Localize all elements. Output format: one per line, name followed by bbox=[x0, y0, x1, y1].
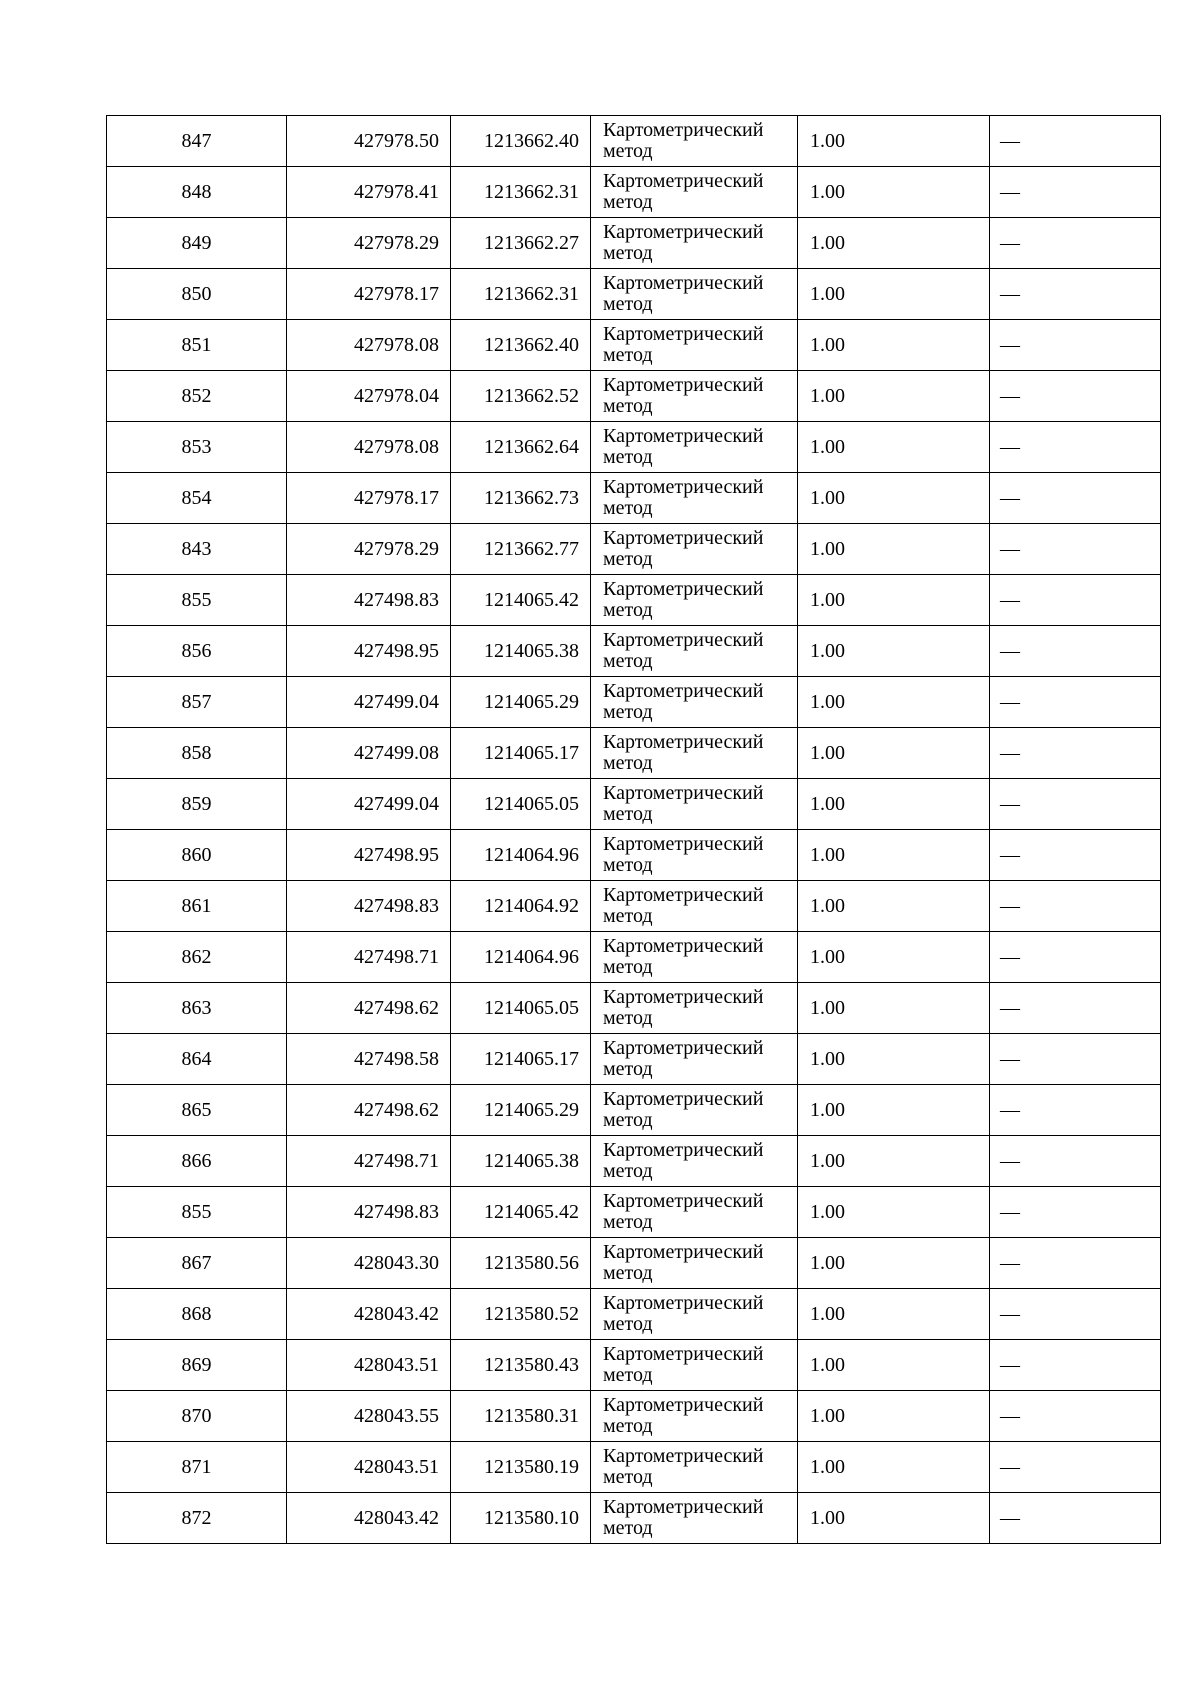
table-row bbox=[107, 320, 1161, 371]
method-cell bbox=[591, 779, 798, 830]
accuracy-cell: 1.00 bbox=[798, 218, 990, 269]
method-text-line: Картометрический bbox=[603, 476, 764, 498]
y-coordinate-cell: 1213662.73 bbox=[451, 473, 591, 524]
x-coordinate-cell: 427978.29 bbox=[287, 524, 451, 575]
y-coordinate-cell: 1213662.31 bbox=[451, 269, 591, 320]
method-text-line: Картометрический bbox=[603, 578, 764, 600]
x-coordinate-cell: 427498.83 bbox=[287, 881, 451, 932]
table-row bbox=[107, 1442, 1161, 1493]
method-cell bbox=[591, 371, 798, 422]
method-cell bbox=[591, 983, 798, 1034]
point-number-cell: 866 bbox=[107, 1136, 287, 1187]
point-number-cell: 861 bbox=[107, 881, 287, 932]
description-cell bbox=[990, 524, 1161, 575]
x-coordinate-cell: 427499.08 bbox=[287, 728, 451, 779]
method-text-line: Картометрический bbox=[603, 680, 764, 702]
point-number-cell: 850 bbox=[107, 269, 287, 320]
coordinates-table bbox=[106, 115, 1161, 1544]
x-coordinate-cell: 427498.95 bbox=[287, 626, 451, 677]
method-text-line: Картометрический bbox=[603, 170, 764, 192]
method-text-line: Картометрический bbox=[603, 1394, 764, 1416]
description-cell bbox=[990, 626, 1161, 677]
method-text-line: Картометрический bbox=[603, 884, 764, 906]
method-cell bbox=[591, 932, 798, 983]
description-cell bbox=[990, 1340, 1161, 1391]
method-text-line: метод bbox=[603, 497, 653, 519]
table-row bbox=[107, 779, 1161, 830]
method-cell bbox=[591, 116, 798, 167]
table-row bbox=[107, 524, 1161, 575]
description-cell bbox=[990, 1034, 1161, 1085]
table-row bbox=[107, 1289, 1161, 1340]
y-coordinate-cell: 1213580.10 bbox=[451, 1493, 591, 1544]
method-text-line: метод bbox=[603, 344, 653, 366]
accuracy-cell: 1.00 bbox=[798, 1289, 990, 1340]
y-coordinate-cell: 1214065.17 bbox=[451, 1034, 591, 1085]
x-coordinate-cell: 427978.41 bbox=[287, 167, 451, 218]
accuracy-cell: 1.00 bbox=[798, 1085, 990, 1136]
description-cell bbox=[990, 1493, 1161, 1544]
y-coordinate-cell: 1213580.52 bbox=[451, 1289, 591, 1340]
accuracy-cell: 1.00 bbox=[798, 626, 990, 677]
method-cell bbox=[591, 1289, 798, 1340]
method-text-line: метод bbox=[603, 1364, 653, 1386]
y-coordinate-cell: 1213580.56 bbox=[451, 1238, 591, 1289]
method-text-line: Картометрический bbox=[603, 731, 764, 753]
accuracy-cell: 1.00 bbox=[798, 1493, 990, 1544]
description-cell bbox=[990, 881, 1161, 932]
dash-mark: — bbox=[1000, 537, 1020, 560]
point-number-cell: 869 bbox=[107, 1340, 287, 1391]
dash-mark: — bbox=[1000, 333, 1020, 356]
method-cell bbox=[591, 881, 798, 932]
method-text-line: метод bbox=[603, 1160, 653, 1182]
dash-mark: — bbox=[1000, 435, 1020, 458]
description-cell bbox=[990, 932, 1161, 983]
description-cell bbox=[990, 1136, 1161, 1187]
point-number-cell: 851 bbox=[107, 320, 287, 371]
dash-mark: — bbox=[1000, 741, 1020, 764]
table-row bbox=[107, 1034, 1161, 1085]
accuracy-cell: 1.00 bbox=[798, 881, 990, 932]
method-cell bbox=[591, 1187, 798, 1238]
y-coordinate-cell: 1214065.38 bbox=[451, 1136, 591, 1187]
method-cell bbox=[591, 524, 798, 575]
method-cell bbox=[591, 1238, 798, 1289]
accuracy-cell: 1.00 bbox=[798, 1034, 990, 1085]
accuracy-cell: 1.00 bbox=[798, 830, 990, 881]
accuracy-cell: 1.00 bbox=[798, 422, 990, 473]
method-text-line: метод bbox=[603, 956, 653, 978]
x-coordinate-cell: 427978.04 bbox=[287, 371, 451, 422]
method-text-line: метод bbox=[603, 1517, 653, 1539]
dash-mark: — bbox=[1000, 1047, 1020, 1070]
accuracy-cell: 1.00 bbox=[798, 932, 990, 983]
table-row bbox=[107, 1391, 1161, 1442]
method-text-line: метод bbox=[603, 1262, 653, 1284]
method-cell bbox=[591, 1340, 798, 1391]
dash-mark: — bbox=[1000, 843, 1020, 866]
description-cell bbox=[990, 1289, 1161, 1340]
dash-mark: — bbox=[1000, 1149, 1020, 1172]
description-cell bbox=[990, 116, 1161, 167]
method-text-line: Картометрический bbox=[603, 374, 764, 396]
method-text-line: Картометрический bbox=[603, 119, 764, 141]
x-coordinate-cell: 427978.50 bbox=[287, 116, 451, 167]
dash-mark: — bbox=[1000, 792, 1020, 815]
method-text-line: метод bbox=[603, 701, 653, 723]
point-number-cell: 857 bbox=[107, 677, 287, 728]
method-text-line: метод bbox=[603, 1466, 653, 1488]
table-row bbox=[107, 167, 1161, 218]
accuracy-cell: 1.00 bbox=[798, 677, 990, 728]
method-text-line: метод bbox=[603, 191, 653, 213]
accuracy-cell: 1.00 bbox=[798, 1391, 990, 1442]
x-coordinate-cell: 427498.71 bbox=[287, 1136, 451, 1187]
description-cell bbox=[990, 830, 1161, 881]
table-row bbox=[107, 371, 1161, 422]
method-text-line: метод bbox=[603, 446, 653, 468]
dash-mark: — bbox=[1000, 231, 1020, 254]
dash-mark: — bbox=[1000, 180, 1020, 203]
description-cell bbox=[990, 677, 1161, 728]
description-cell bbox=[990, 779, 1161, 830]
method-text-line: Картометрический bbox=[603, 1037, 764, 1059]
method-cell bbox=[591, 473, 798, 524]
method-text-line: метод bbox=[603, 1313, 653, 1335]
point-number-cell: 855 bbox=[107, 1187, 287, 1238]
x-coordinate-cell: 428043.55 bbox=[287, 1391, 451, 1442]
dash-mark: — bbox=[1000, 1302, 1020, 1325]
point-number-cell: 863 bbox=[107, 983, 287, 1034]
point-number-cell: 843 bbox=[107, 524, 287, 575]
accuracy-cell: 1.00 bbox=[798, 575, 990, 626]
accuracy-cell: 1.00 bbox=[798, 1136, 990, 1187]
method-text-line: Картометрический bbox=[603, 935, 764, 957]
method-cell bbox=[591, 1493, 798, 1544]
point-number-cell: 868 bbox=[107, 1289, 287, 1340]
y-coordinate-cell: 1213662.64 bbox=[451, 422, 591, 473]
table-row bbox=[107, 830, 1161, 881]
point-number-cell: 859 bbox=[107, 779, 287, 830]
point-number-cell: 848 bbox=[107, 167, 287, 218]
accuracy-cell: 1.00 bbox=[798, 320, 990, 371]
description-cell bbox=[990, 728, 1161, 779]
table-row bbox=[107, 1187, 1161, 1238]
method-text-line: метод bbox=[603, 293, 653, 315]
method-text-line: метод bbox=[603, 650, 653, 672]
accuracy-cell: 1.00 bbox=[798, 728, 990, 779]
dash-mark: — bbox=[1000, 894, 1020, 917]
x-coordinate-cell: 427498.71 bbox=[287, 932, 451, 983]
dash-mark: — bbox=[1000, 129, 1020, 152]
method-cell bbox=[591, 626, 798, 677]
accuracy-cell: 1.00 bbox=[798, 371, 990, 422]
y-coordinate-cell: 1213662.31 bbox=[451, 167, 591, 218]
description-cell bbox=[990, 1391, 1161, 1442]
description-cell bbox=[990, 269, 1161, 320]
y-coordinate-cell: 1213662.40 bbox=[451, 116, 591, 167]
y-coordinate-cell: 1213580.19 bbox=[451, 1442, 591, 1493]
y-coordinate-cell: 1214065.29 bbox=[451, 1085, 591, 1136]
point-number-cell: 867 bbox=[107, 1238, 287, 1289]
method-text-line: метод bbox=[603, 1007, 653, 1029]
description-cell bbox=[990, 371, 1161, 422]
point-number-cell: 855 bbox=[107, 575, 287, 626]
y-coordinate-cell: 1214064.96 bbox=[451, 932, 591, 983]
x-coordinate-cell: 427978.08 bbox=[287, 320, 451, 371]
method-text-line: метод bbox=[603, 242, 653, 264]
method-text-line: метод bbox=[603, 599, 653, 621]
x-coordinate-cell: 427978.17 bbox=[287, 473, 451, 524]
point-number-cell: 854 bbox=[107, 473, 287, 524]
point-number-cell: 853 bbox=[107, 422, 287, 473]
table-row bbox=[107, 218, 1161, 269]
dash-mark: — bbox=[1000, 1251, 1020, 1274]
accuracy-cell: 1.00 bbox=[798, 779, 990, 830]
x-coordinate-cell: 427499.04 bbox=[287, 779, 451, 830]
accuracy-cell: 1.00 bbox=[798, 1187, 990, 1238]
accuracy-cell: 1.00 bbox=[798, 269, 990, 320]
dash-mark: — bbox=[1000, 282, 1020, 305]
point-number-cell: 852 bbox=[107, 371, 287, 422]
table-row bbox=[107, 473, 1161, 524]
point-number-cell: 860 bbox=[107, 830, 287, 881]
x-coordinate-cell: 428043.30 bbox=[287, 1238, 451, 1289]
method-text-line: Картометрический bbox=[603, 1496, 764, 1518]
point-number-cell: 847 bbox=[107, 116, 287, 167]
method-text-line: Картометрический bbox=[603, 272, 764, 294]
method-cell bbox=[591, 1085, 798, 1136]
method-cell bbox=[591, 728, 798, 779]
point-number-cell: 864 bbox=[107, 1034, 287, 1085]
method-text-line: метод bbox=[603, 905, 653, 927]
table-body bbox=[107, 116, 1161, 1544]
point-number-cell: 865 bbox=[107, 1085, 287, 1136]
dash-mark: — bbox=[1000, 945, 1020, 968]
dash-mark: — bbox=[1000, 1353, 1020, 1376]
x-coordinate-cell: 428043.42 bbox=[287, 1493, 451, 1544]
table-row bbox=[107, 881, 1161, 932]
method-text-line: метод bbox=[603, 803, 653, 825]
accuracy-cell: 1.00 bbox=[798, 167, 990, 218]
x-coordinate-cell: 427978.17 bbox=[287, 269, 451, 320]
method-cell bbox=[591, 830, 798, 881]
method-cell bbox=[591, 218, 798, 269]
method-text-line: Картометрический bbox=[603, 221, 764, 243]
point-number-cell: 849 bbox=[107, 218, 287, 269]
dash-mark: — bbox=[1000, 486, 1020, 509]
table-row bbox=[107, 422, 1161, 473]
dash-mark: — bbox=[1000, 588, 1020, 611]
dash-mark: — bbox=[1000, 996, 1020, 1019]
table-row bbox=[107, 1085, 1161, 1136]
accuracy-cell: 1.00 bbox=[798, 473, 990, 524]
x-coordinate-cell: 427978.08 bbox=[287, 422, 451, 473]
method-cell bbox=[591, 269, 798, 320]
method-text-line: Картометрический bbox=[603, 1088, 764, 1110]
x-coordinate-cell: 427498.83 bbox=[287, 575, 451, 626]
table-row bbox=[107, 1493, 1161, 1544]
description-cell bbox=[990, 473, 1161, 524]
method-text-line: метод bbox=[603, 854, 653, 876]
table-row bbox=[107, 1238, 1161, 1289]
table-row bbox=[107, 1136, 1161, 1187]
y-coordinate-cell: 1213580.43 bbox=[451, 1340, 591, 1391]
dash-mark: — bbox=[1000, 1506, 1020, 1529]
method-text-line: Картометрический bbox=[603, 1241, 764, 1263]
description-cell bbox=[990, 167, 1161, 218]
dash-mark: — bbox=[1000, 384, 1020, 407]
method-text-line: Картометрический bbox=[603, 782, 764, 804]
point-number-cell: 862 bbox=[107, 932, 287, 983]
x-coordinate-cell: 427498.62 bbox=[287, 1085, 451, 1136]
point-number-cell: 871 bbox=[107, 1442, 287, 1493]
method-cell bbox=[591, 167, 798, 218]
accuracy-cell: 1.00 bbox=[798, 116, 990, 167]
method-text-line: Картометрический bbox=[603, 1139, 764, 1161]
y-coordinate-cell: 1213662.77 bbox=[451, 524, 591, 575]
table-row bbox=[107, 269, 1161, 320]
method-text-line: Картометрический bbox=[603, 323, 764, 345]
x-coordinate-cell: 428043.51 bbox=[287, 1442, 451, 1493]
description-cell bbox=[990, 1238, 1161, 1289]
description-cell bbox=[990, 422, 1161, 473]
method-cell bbox=[591, 1136, 798, 1187]
y-coordinate-cell: 1214065.05 bbox=[451, 983, 591, 1034]
method-cell bbox=[591, 1034, 798, 1085]
x-coordinate-cell: 428043.51 bbox=[287, 1340, 451, 1391]
y-coordinate-cell: 1214064.92 bbox=[451, 881, 591, 932]
accuracy-cell: 1.00 bbox=[798, 1442, 990, 1493]
table-row bbox=[107, 575, 1161, 626]
dash-mark: — bbox=[1000, 639, 1020, 662]
x-coordinate-cell: 427499.04 bbox=[287, 677, 451, 728]
y-coordinate-cell: 1214065.42 bbox=[451, 1187, 591, 1238]
x-coordinate-cell: 427498.62 bbox=[287, 983, 451, 1034]
x-coordinate-cell: 428043.42 bbox=[287, 1289, 451, 1340]
y-coordinate-cell: 1214065.42 bbox=[451, 575, 591, 626]
accuracy-cell: 1.00 bbox=[798, 524, 990, 575]
y-coordinate-cell: 1213662.27 bbox=[451, 218, 591, 269]
point-number-cell: 870 bbox=[107, 1391, 287, 1442]
description-cell bbox=[990, 1442, 1161, 1493]
method-cell bbox=[591, 677, 798, 728]
method-text-line: метод bbox=[603, 1415, 653, 1437]
point-number-cell: 872 bbox=[107, 1493, 287, 1544]
method-text-line: метод bbox=[603, 752, 653, 774]
y-coordinate-cell: 1214065.29 bbox=[451, 677, 591, 728]
x-coordinate-cell: 427498.83 bbox=[287, 1187, 451, 1238]
dash-mark: — bbox=[1000, 1404, 1020, 1427]
method-text-line: метод bbox=[603, 548, 653, 570]
y-coordinate-cell: 1213580.31 bbox=[451, 1391, 591, 1442]
method-text-line: Картометрический bbox=[603, 425, 764, 447]
method-cell bbox=[591, 1442, 798, 1493]
method-cell bbox=[591, 1391, 798, 1442]
method-cell bbox=[591, 320, 798, 371]
dash-mark: — bbox=[1000, 690, 1020, 713]
method-text-line: Картометрический bbox=[603, 1292, 764, 1314]
method-text-line: Картометрический bbox=[603, 986, 764, 1008]
description-cell bbox=[990, 1187, 1161, 1238]
table-row bbox=[107, 932, 1161, 983]
y-coordinate-cell: 1213662.52 bbox=[451, 371, 591, 422]
table-row bbox=[107, 677, 1161, 728]
method-text-line: метод bbox=[603, 1211, 653, 1233]
dash-mark: — bbox=[1000, 1455, 1020, 1478]
description-cell bbox=[990, 1085, 1161, 1136]
method-text-line: Картометрический bbox=[603, 527, 764, 549]
accuracy-cell: 1.00 bbox=[798, 1340, 990, 1391]
x-coordinate-cell: 427498.58 bbox=[287, 1034, 451, 1085]
y-coordinate-cell: 1213662.40 bbox=[451, 320, 591, 371]
accuracy-cell: 1.00 bbox=[798, 983, 990, 1034]
description-cell bbox=[990, 218, 1161, 269]
method-cell bbox=[591, 575, 798, 626]
method-text-line: метод bbox=[603, 395, 653, 417]
x-coordinate-cell: 427498.95 bbox=[287, 830, 451, 881]
accuracy-cell: 1.00 bbox=[798, 1238, 990, 1289]
method-text-line: Картометрический bbox=[603, 1445, 764, 1467]
point-number-cell: 858 bbox=[107, 728, 287, 779]
y-coordinate-cell: 1214064.96 bbox=[451, 830, 591, 881]
method-text-line: метод bbox=[603, 140, 653, 162]
table-row bbox=[107, 1340, 1161, 1391]
description-cell bbox=[990, 320, 1161, 371]
method-text-line: Картометрический bbox=[603, 833, 764, 855]
table-row bbox=[107, 983, 1161, 1034]
description-cell bbox=[990, 983, 1161, 1034]
method-cell bbox=[591, 422, 798, 473]
y-coordinate-cell: 1214065.38 bbox=[451, 626, 591, 677]
method-text-line: Картометрический bbox=[603, 629, 764, 651]
method-text-line: Картометрический bbox=[603, 1190, 764, 1212]
description-cell bbox=[990, 575, 1161, 626]
y-coordinate-cell: 1214065.05 bbox=[451, 779, 591, 830]
dash-mark: — bbox=[1000, 1200, 1020, 1223]
point-number-cell: 856 bbox=[107, 626, 287, 677]
table-row bbox=[107, 116, 1161, 167]
method-text-line: метод bbox=[603, 1109, 653, 1131]
method-text-line: метод bbox=[603, 1058, 653, 1080]
x-coordinate-cell: 427978.29 bbox=[287, 218, 451, 269]
table-row bbox=[107, 728, 1161, 779]
dash-mark: — bbox=[1000, 1098, 1020, 1121]
table-row bbox=[107, 626, 1161, 677]
method-text-line: Картометрический bbox=[603, 1343, 764, 1365]
y-coordinate-cell: 1214065.17 bbox=[451, 728, 591, 779]
